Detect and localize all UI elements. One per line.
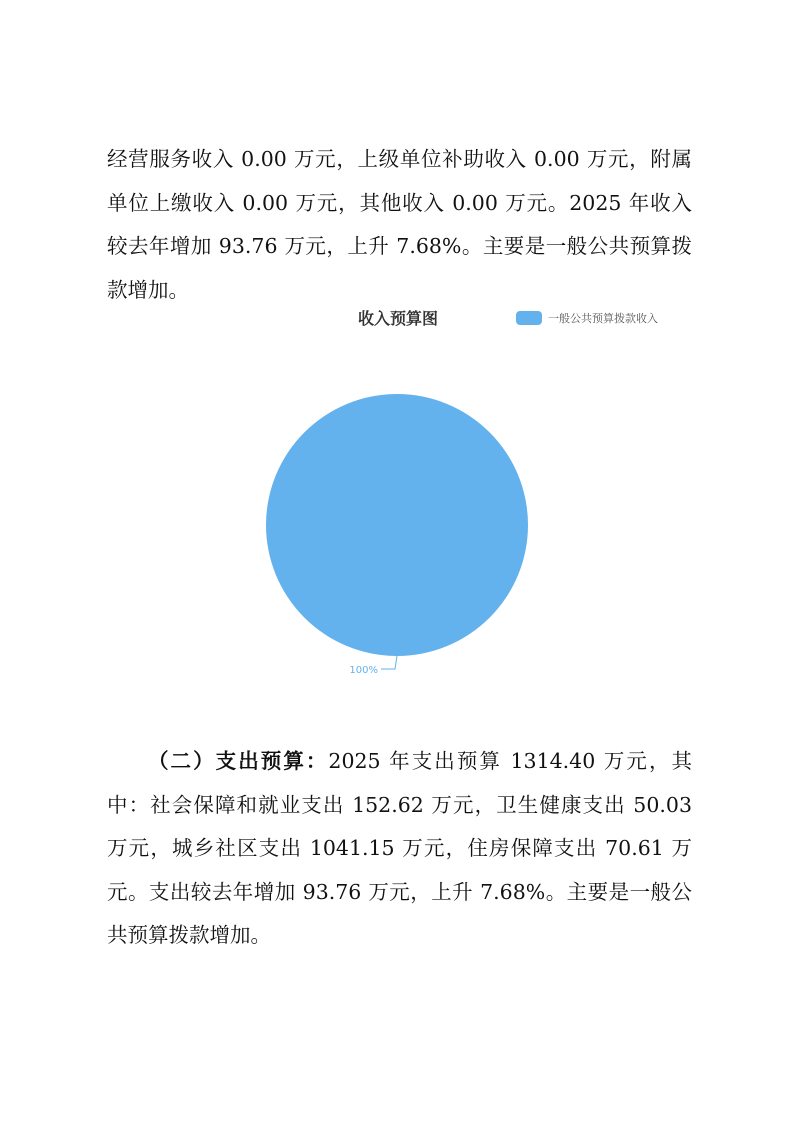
pie-leader-line-0 (381, 656, 397, 669)
expenditure-heading: （二）支出预算： (148, 749, 329, 773)
chart-title: 收入预算图 (357, 309, 438, 328)
expenditure-paragraph (107, 740, 692, 958)
expenditure-body: 2025 年支出预算 1314.40 万元，其中：社会保障和就业支出 152.62 万元，卫生健康支出 50.03 万元，城乡社区支出 1041.15 万元，住房保障支出 70.61 万元。支出较去年增加 93.76 万元，上升 7.68%。主要是一般公共预算拨款增加。 (107, 749, 692, 947)
pie-slice-0[interactable] (266, 394, 528, 656)
income-paragraph: 经营服务收入 0.00 万元，上级单位补助收入 0.00 万元，附属单位上缴收入 0.00 万元，其他收入 0.00 万元。2025 年收入较去年增加 93.76 万元，上升 7.68%。主要是一般公共预算拨款增加。 (107, 147, 692, 302)
legend-label: 一般公共预算拨款收入 (548, 312, 658, 325)
pie-data-label-0: 100% (349, 665, 378, 676)
